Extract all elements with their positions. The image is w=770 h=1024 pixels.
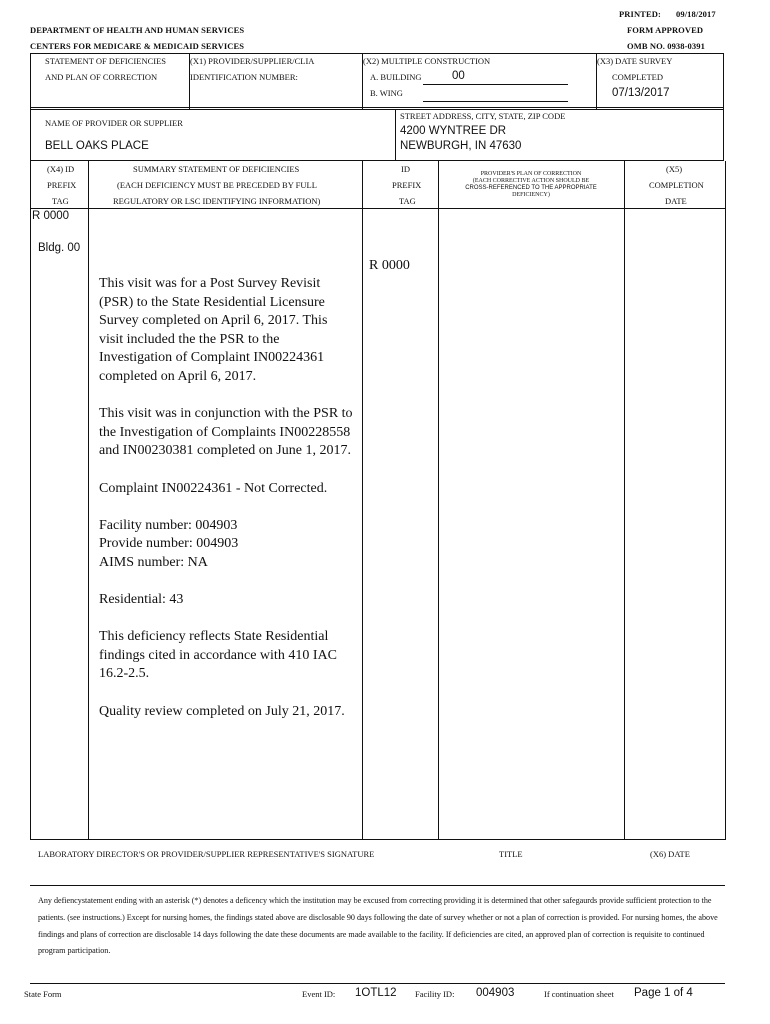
facility-id-label: Facility ID: bbox=[415, 989, 455, 999]
plan-header-2: (EACH CORRECTIVE ACTION SHOULD BE bbox=[472, 178, 590, 184]
x4-header-2: PREFIX bbox=[47, 180, 77, 190]
id-header-1: ID bbox=[401, 164, 410, 174]
prefix-tag: R 0000 bbox=[32, 210, 70, 222]
printed-label: PRINTED: bbox=[619, 9, 661, 19]
summary-header-3: REGULATORY OR LSC IDENTIFYING INFORMATION) bbox=[113, 196, 321, 206]
paragraph-1: This visit was for a Post Survey Revisit (PSR) to the State Residential Licensure Survey completed on April 6, 2017. This visit included the the PSR to the Investigation of Complaint IN00224361 completed on April 6, 2017. bbox=[99, 276, 328, 384]
form-approved: FORM APPROVED bbox=[627, 25, 704, 35]
paragraph-2: This visit was in conjunction with the PSR to the Investigation of Complaints IN00228558 and IN00230381 completed on June 1, 2017. bbox=[99, 406, 353, 459]
agency-line-2: CENTERS FOR MEDICARE & MEDICAID SERVICES bbox=[30, 41, 245, 51]
plan-header-4: DEFICIENCY) bbox=[512, 192, 550, 198]
statement-line-1: STATEMENT OF DEFICIENCIES bbox=[45, 56, 167, 66]
address-label: STREET ADDRESS, CITY, STATE, ZIP CODE bbox=[400, 111, 566, 121]
paragraph-6: This deficiency reflects State Residential findings cited in accordance with 410 IAC 16.2-2.5. bbox=[99, 629, 337, 682]
paragraph-4: Facility number: 004903 Provide number: 004903 AIMS number: NA bbox=[99, 517, 239, 570]
paragraph-5: Residential: 43 bbox=[99, 592, 184, 608]
building-label: A. BUILDING bbox=[370, 72, 422, 82]
city-state-zip: NEWBURGH, IN 47630 bbox=[400, 140, 522, 152]
x2-label: (X2) MULTIPLE CONSTRUCTION bbox=[363, 56, 491, 66]
id-header-3: TAG bbox=[399, 196, 416, 206]
summary-header-1: SUMMARY STATEMENT OF DEFICIENCIES bbox=[133, 164, 300, 174]
printed-date: 09/18/2017 bbox=[676, 9, 716, 19]
x3-completed-label: COMPLETED bbox=[612, 72, 663, 82]
agency-line-1: DEPARTMENT OF HEALTH AND HUMAN SERVICES bbox=[30, 25, 245, 35]
plan-header-1: PROVIDER'S PLAN OF CORRECTION bbox=[480, 171, 582, 177]
state-form-label: State Form bbox=[24, 989, 62, 999]
wing-label: B. WING bbox=[370, 88, 403, 98]
x5-header-2: COMPLETION bbox=[649, 180, 704, 190]
date-label: (X6) DATE bbox=[650, 849, 690, 859]
x4-header-3: TAG bbox=[52, 196, 69, 206]
event-id-label: Event ID: bbox=[302, 989, 336, 999]
summary-statement bbox=[99, 275, 354, 740]
building-value: 00 bbox=[452, 70, 465, 82]
x5-header-3: DATE bbox=[665, 196, 687, 206]
signature-label: LABORATORY DIRECTOR'S OR PROVIDER/SUPPLIER REPRESENTATIVE'S SIGNATURE bbox=[38, 849, 375, 859]
paragraph-7: Quality review completed on July 21, 2017. bbox=[99, 703, 345, 719]
page-number: Page 1 of 4 bbox=[634, 987, 693, 999]
paragraph-3: Complaint IN00224361 - Not Corrected. bbox=[99, 480, 328, 496]
title-label: TITLE bbox=[499, 849, 523, 859]
provider-name: BELL OAKS PLACE bbox=[45, 140, 149, 152]
omb-number: OMB NO. 0938-0391 bbox=[627, 41, 705, 51]
street-address: 4200 WYNTREE DR bbox=[400, 125, 507, 137]
disclosure-footnote: Any defiencystatement ending with an asterisk (*) denotes a deficency which the institution may be excused from correcting providing it is determined that other safegaurds provide sufficient protection to the patients. (see instructions.) Except for nursing homes, the findings stated above are disclosable 90 days following the date of survey whether or not a plan of correction is provided. For nursing homes, the above findings and plans of correction are disclosable 14 days following the date these documents are made available to the facility. If deficiencies are cited, an approved plan of correction is requisite to continued program participation. bbox=[38, 896, 718, 956]
provider-name-label: NAME OF PROVIDER OR SUPPLIER bbox=[45, 118, 183, 128]
summary-header-2: (EACH DEFICIENCY MUST BE PRECEDED BY FULL bbox=[117, 180, 317, 190]
x3-label: (X3) DATE SURVEY bbox=[597, 56, 673, 66]
plan-header-3: CROSS-REFERENCED TO THE APPROPRIATE bbox=[465, 185, 597, 191]
x5-header-1: (X5) bbox=[666, 164, 683, 174]
survey-date: 07/13/2017 bbox=[612, 87, 670, 99]
continuation-label: If continuation sheet bbox=[544, 989, 614, 999]
x1-label: (X1) PROVIDER/SUPPLIER/CLIA bbox=[190, 56, 315, 66]
building-tag: Bldg. 00 bbox=[38, 242, 81, 254]
statement-line-2: AND PLAN OF CORRECTION bbox=[45, 72, 158, 82]
x1-id-label: IDENTIFICATION NUMBER: bbox=[190, 72, 298, 82]
x4-header-1: (X4) ID bbox=[47, 164, 75, 174]
id-header-2: PREFIX bbox=[392, 180, 422, 190]
event-id-value: 1OTL12 bbox=[355, 987, 397, 999]
id-prefix-tag: R 0000 bbox=[369, 258, 410, 273]
facility-id-value: 004903 bbox=[476, 987, 515, 999]
